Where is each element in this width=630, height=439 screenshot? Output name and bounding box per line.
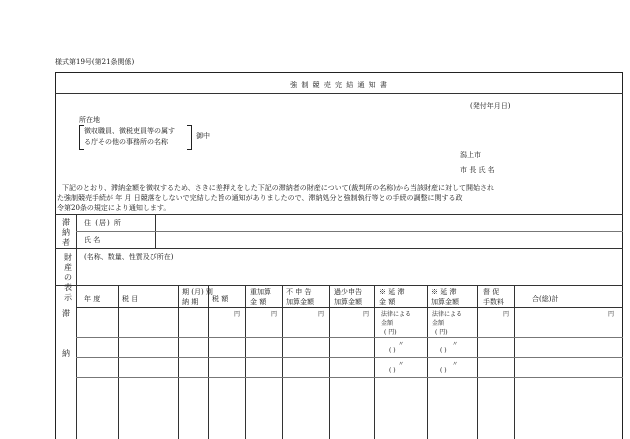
header-tax-item: 税 目 (122, 295, 139, 303)
unit-tax-amount: 円 (234, 311, 241, 318)
header-under-filing-line2: 加算金額 (334, 298, 362, 306)
unit-additional-tax: 円 (271, 311, 278, 318)
body-text-line2: た強制競売手続が 年 月 日競落をしないで完結した旨の通知がありましたので、滞納処分と強制執行等との手続の調整に関する政 (57, 194, 463, 202)
header-non-filing-line1: 不 申 告 (286, 288, 312, 296)
property-section-label: 財 産 の 表 示 (64, 253, 72, 302)
header-interest-line2: 加算金額 (431, 298, 459, 306)
ditto-mark-d: 〃 (452, 361, 459, 368)
address-label: 所在地 (79, 116, 100, 124)
document-title: 強 制 競 売 完 結 通 知 書 (290, 81, 388, 89)
recipient-line1: 徴収職員、徴税吏員等の属す (84, 127, 175, 135)
form-number: 様式第19号(第21条関係) (55, 58, 135, 66)
taxpayer-name-label: 氏 名 (84, 236, 101, 244)
ditto-mark-a: 〃 (398, 341, 405, 348)
right-bracket (187, 125, 192, 150)
paren-empty-a: ( ) (389, 347, 396, 354)
header-period-line2: 納 期 (182, 298, 199, 306)
header-delinquency-line1: ※ 延 滞 (379, 288, 405, 296)
paren-empty-d: ( ) (440, 367, 447, 374)
header-non-filing-line2: 加算金額 (286, 298, 314, 306)
header-total: 合(総)計 (532, 295, 559, 303)
body-text-line3: 令第20条の規定により通知します。 (57, 204, 171, 212)
issue-date: (発付年月日) (470, 102, 511, 110)
taxpayer-address-label: 住 (居) 所 (84, 219, 122, 227)
arrears-section-label-bottom: 納 (62, 349, 70, 358)
legal-amount-line2-b: 金額 (432, 320, 445, 327)
ditto-mark-c: 〃 (398, 361, 405, 368)
honorific: 御中 (196, 132, 210, 140)
legal-amount-line1-a: 法律による (381, 311, 412, 318)
ditto-mark-b: 〃 (452, 341, 459, 348)
city-name: 潟上市 (460, 151, 481, 159)
header-collection-fee-line2: 手数料 (483, 298, 504, 306)
unit-non-filing: 円 (318, 311, 325, 318)
paren-empty-b: ( ) (440, 347, 447, 354)
header-under-filing-line1: 過少申告 (334, 288, 362, 296)
header-collection-fee-line1: 督 促 (483, 288, 500, 296)
unit-under-filing: 円 (363, 311, 370, 318)
arrears-section-label-top: 滞 (62, 309, 70, 318)
unit-total: 円 (608, 311, 615, 318)
taxpayer-section-label: 滞 納 者 (62, 218, 70, 247)
header-tax-amount: 税 額 (212, 295, 229, 303)
legal-amount-paren-b: ( 円) (435, 329, 448, 336)
recipient-line2: る庁その他の事務所の名称 (84, 138, 168, 146)
header-additional-tax-line2: 金 額 (250, 298, 267, 306)
property-description: (名称、数量、性質及び所在) (84, 253, 174, 261)
legal-amount-line1-b: 法律による (432, 311, 463, 318)
mayor-name: 市 長 氏 名 (460, 166, 495, 174)
header-delinquency-line2: 金 額 (379, 298, 396, 306)
header-period-line1: 期 (月) 別 (182, 288, 213, 296)
body-text-line1: 下記のとおり、滞納金額を徴収するため、さきに差押えをした下記の滞納者の財産について(裁判所の名称)から当該財産に対して開始され (62, 184, 495, 192)
paren-empty-c: ( ) (389, 367, 396, 374)
header-additional-tax-line1: 重加算 (250, 288, 271, 296)
legal-amount-paren-a: ( 円) (384, 329, 397, 336)
legal-amount-line2-a: 金額 (381, 320, 394, 327)
header-interest-line1: ※ 延 滞 (431, 288, 457, 296)
unit-collection-fee: 円 (503, 311, 510, 318)
header-year: 年 度 (84, 295, 101, 303)
